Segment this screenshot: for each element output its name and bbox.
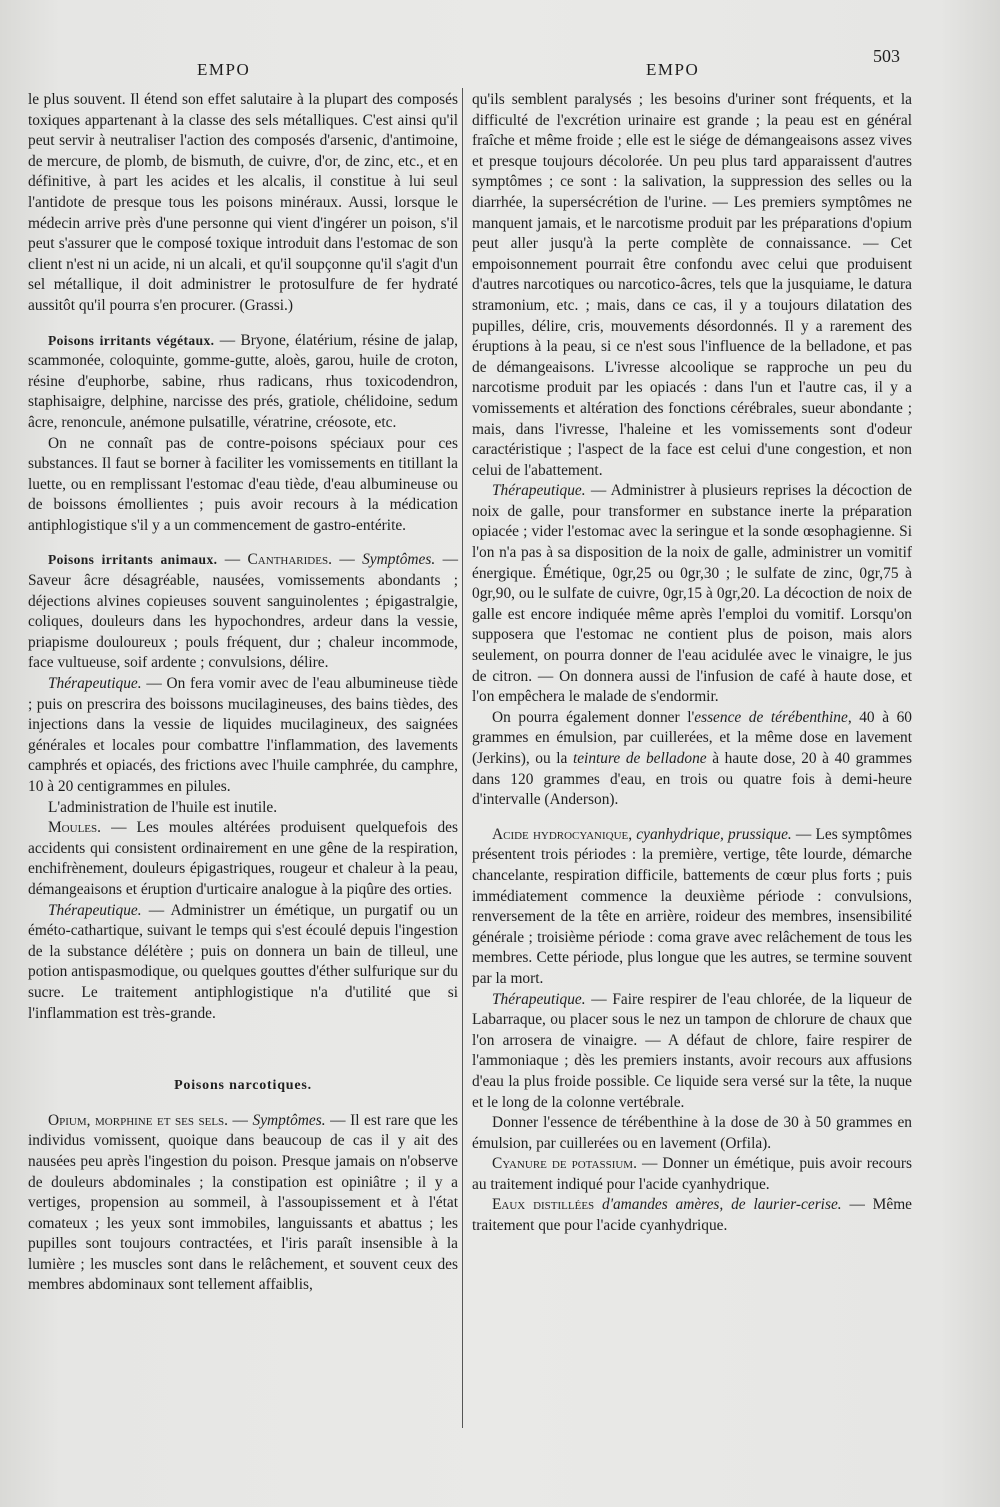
paragraph-antidote: le plus souvent. Il étend son effet salutaire à la plupart des composés toxiques appartenant à la classe des sels métalliques. C'est ainsi qu'il peut servir à neutraliser l'action des composés d'arsenic, d'antimoine, de mercure, de plomb, de bismuth, de cuivre, d'or, de zinc, etc., et en définitive, à part les acides et les alcalis, il constitue à lui seul l'antidote de presque tous les poisons minéraux. Aussi, lorsque le médecin arrive près d'une personne qui vient d'ingérer un poison, s'il peut s'assurer que le composé toxique introduit dans l'estomac de son client n'est ni un acide, ni un alcali, et qu'il soupçonne qu'il s'agit d'un sel métallique, il doit administrer le protosulfure de fer hydraté aussitôt qu'il pourra s'en procurer. (Grassi.): [28, 91, 458, 314]
term-opium: Opium, morphine et ses sels.: [48, 1111, 229, 1129]
paragraph-hydrocyanic-therapy: Thérapeutique. — Faire respirer de l'eau chlorée, de la liqueur de Labarraque, ou placer sous le nez un tampon de chlorure de chaux que l'on arrosera de vinaigre. — A défaut de chlore, faire respirer de l'ammoniaque ; dès les premiers instants, avoir recours aux affusions d'eau la plus froide possible. Ce liquide sera versé sur la tête, la nuque et le long de la colonne vertébrale.: [472, 990, 912, 1111]
paragraph-vegetable-poisons: Poisons irritants végétaux. — Bryone, élatérium, résine de jalap, scammonée, coloquinte, gomme-gutte, aloès, garou, huile de croton, résine d'euphorbe, sabine, rhus radicans, rhus toxicodendron, staphisaigre, delphine, narcisse des prés, gratiole, chélidoine, sedum âcre, renoncule, anémone pulsatille, vératrine, créosote, etc.: [28, 331, 458, 431]
running-title-right: EMPO: [646, 60, 700, 79]
paragraph-oil-note: L'administration de l'huile est inutile.: [48, 798, 278, 816]
right-column: [472, 90, 912, 1237]
paragraph-opium: Opium, morphine et ses sels. — Symptômes. — Il est rare que les individus vomissent, quoique dans beaucoup de cas il y ait des nausées peu après l'ingestion du poison. Presque jamais on n'observe de douleurs abdominales ; la constipation est opiniâtre ; il y a vertiges, propension au sommeil, à l'assoupissement et à l'état comateux ; les yeux sont immobiles, languissants et abattus ; les pupilles sont toujours contractées, et l'iris paraît insensible à la lumière ; les muscles sont dans le relâchement, et souvent ceux des membres abdominaux sont tellement affaiblis,: [28, 1111, 458, 1294]
term-moules: Moules.: [48, 819, 101, 837]
paragraph-vegetable-treatment: On ne connaît pas de contre-poisons spéciaux pour ces substances. Il faut se borner à faciliter les vomissements en titillant la luette, ou en remplissant l'estomac d'eau tiède, d'eau albumineuse ou de boissons émollientes ; puis avoir recours à la médication antiphlogistique s'il y a un commencement de gastro-entérite.: [28, 434, 458, 534]
paragraph-opium-therapy: Thérapeutique. — Administrer à plusieurs reprises la décoction de noix de galle, pour transformer en substance inerte la préparation opiacée ; vider l'estomac avec la seringue et la sonde œsophagienne. Si l'on n'a pas à sa disposition de la noix de galle, administrer un vomitif énergique. Émétique, 0gr,25 ou 0gr,30 ; le sulfate de zinc, 0gr,75 à 0gr,90, ou le sulfate de cuivre, 0gr,15 à 0gr,20. La décoction de noix de galle est encore indiquée même après l'emploi du vomitif. Lorsqu'on supposera que l'estomac ne contient plus de poison, mais alors seulement, on pourra donner de l'eau acidulée avec le vinaigre, le jus de citron. — On donnera aussi de l'infusion de café à haute dose, et l'on empêchera le malade de s'endormir.: [472, 482, 912, 706]
running-title-left: EMPO: [197, 60, 251, 79]
paragraph-hydrocyanic: Acide hydrocyanique, cyanhydrique, prussique. — Les symptômes présentent trois périodes : la première, vertige, tête lourde, démarche chancelante, respiration difficile, battements de cœur plus forts ; puis immédiatement commence la deuxième période : convulsions, renversement de la tête en arrière, roideur des membres, insensibilité générale ; troisième période : coma grave avec relâchement de tous les membres. Cette période, plus longue que les autres, se termine souvent par la mort.: [472, 825, 912, 987]
term-acide-hydrocyanique: Acide hydrocyanique,: [492, 825, 633, 843]
paragraph-turpentine: On pourra également donner l'essence de térébenthine, 40 à 60 grammes en émulsion, par cuillerées, et la même dose en lavement (Jerkins), ou la teinture de belladone à haute dose, 20 à 40 grammes dans 120 grammes d'eau, en trois ou quatre fois à demi-heure d'intervalle (Anderson).: [472, 708, 912, 809]
paragraph-animal-therapy: Thérapeutique. — On fera vomir avec de l'eau albumineuse tiède ; puis on prescrira des boissons mucilagineuses, des bains tièdes, des injections dans la vessie de liquides mucilagineux, des saignées générales et locales pour combattre l'inflammation, des lavements camphrés et opiacés, des frictions avec l'huile camphrée, du camphre, 10 à 20 centigrammes en pilules.: [28, 675, 458, 795]
paragraph-moules-therapy: Thérapeutique. — Administrer un émétique, un purgatif ou un éméto-cathartique, suivant le temps qui s'est écoulé depuis l'ingestion de la substance délétère ; puis on donnera un bain de tilleul, une potion antispasmodique, ou quelques gouttes d'éther sulfurique sur du sucre. Le traitement antiphlogistique n'a d'utilité que si l'inflammation est très-grande.: [28, 901, 458, 1022]
paragraph-eaux-distillees: Eaux distillées d'amandes amères, de laurier-cerise. — Même traitement que pour l'acide cyanhydrique.: [472, 1196, 912, 1235]
paragraph-opium-continued: qu'ils semblent paralysés ; les besoins d'uriner sont fréquents, et la difficulté de l'excrétion urinaire est grande ; la peau est en général fraîche et même froide ; elle est le siége de démangeaisons assez vives et presque toujours décolorée. Un peu plus tard apparaissent d'autres symptômes ; ce sont : la salivation, la suppression des selles ou la diarrhée, la supersécrétion de l'urine. — Les premiers symptômes ne manquent jamais, et le narcotisme produit par les préparations d'opium peut aller jusqu'à la perte complète de connaissance. — Cet empoisonnement pourrait être confondu avec celui que produisent d'autres narcotiques ou narcotico-âcres, tels que la jusquiame, le datura stramonium, etc. ; mais, dans ce cas, il y a toujours dilatation des pupilles, délire, cris, mouvements désordonnés. Il y a rarement des éruptions à la peau, si ce n'est sous l'influence de la belladone, et pas de démangeaisons. L'ivresse alcoolique se rapproche un peu du narcotisme produit par les opiacés : dans l'un et l'autre cas, il y a vomissements et altération des fonctions cérébrales, sueur abondante ; mais, dans l'ivresse, l'haleine et les vomissements sont d'odeur caractéristique ; l'aspect de la face est celui d'une congestion, et non celui de l'abattement.: [472, 91, 912, 479]
page-number: 503: [873, 46, 900, 66]
paragraph-hydrocyanic-dose: Donner l'essence de térébenthine à la dose de 30 à 50 grammes en émulsion, par cuillerées ou en lavement (Orfila).: [472, 1114, 912, 1152]
term-eaux-distillees: Eaux distillées: [492, 1196, 595, 1214]
section-heading-animal: Poisons irritants animaux.: [48, 552, 218, 568]
section-heading-vegetable: Poisons irritants végétaux.: [48, 332, 215, 348]
paragraph-moules: Moules. — Les moules altérées produisent quelquefois des accidents qui consistent ordinairement en une gêne de la respiration, enchifrènement, douleurs épigastriques, rougeur et chaleur à la peau, démangeaisons et éruption d'urticaire analogue à la piqûre des orties.: [28, 819, 458, 898]
term-cyanure: Cyanure de potassium.: [492, 1155, 637, 1173]
paragraph-animal-poisons: Poisons irritants animaux. — Cantharides. — Symptômes. — Saveur âcre désagréable, nausées, vomissements abondants ; déjections alvines copieuses souvent sanguinolentes ; épigastralgie, coliques, douleurs dans les hypochondres, ardeur dans la vessie, priapisme douloureux ; pouls fréquent, dur ; chaleur incommode, face vultueuse, soif ardente ; convulsions, délire.: [28, 551, 458, 672]
paragraph-cyanure: Cyanure de potassium. — Donner un émétique, puis avoir recours au traitement indiqué pour l'acide cyanhydrique.: [472, 1155, 912, 1193]
term-cantharides: Cantharides.: [247, 551, 332, 569]
section-title-narcotics: Poisons narcotiques.: [174, 1078, 312, 1094]
left-column: [28, 90, 458, 1296]
column-divider: [462, 88, 463, 1428]
